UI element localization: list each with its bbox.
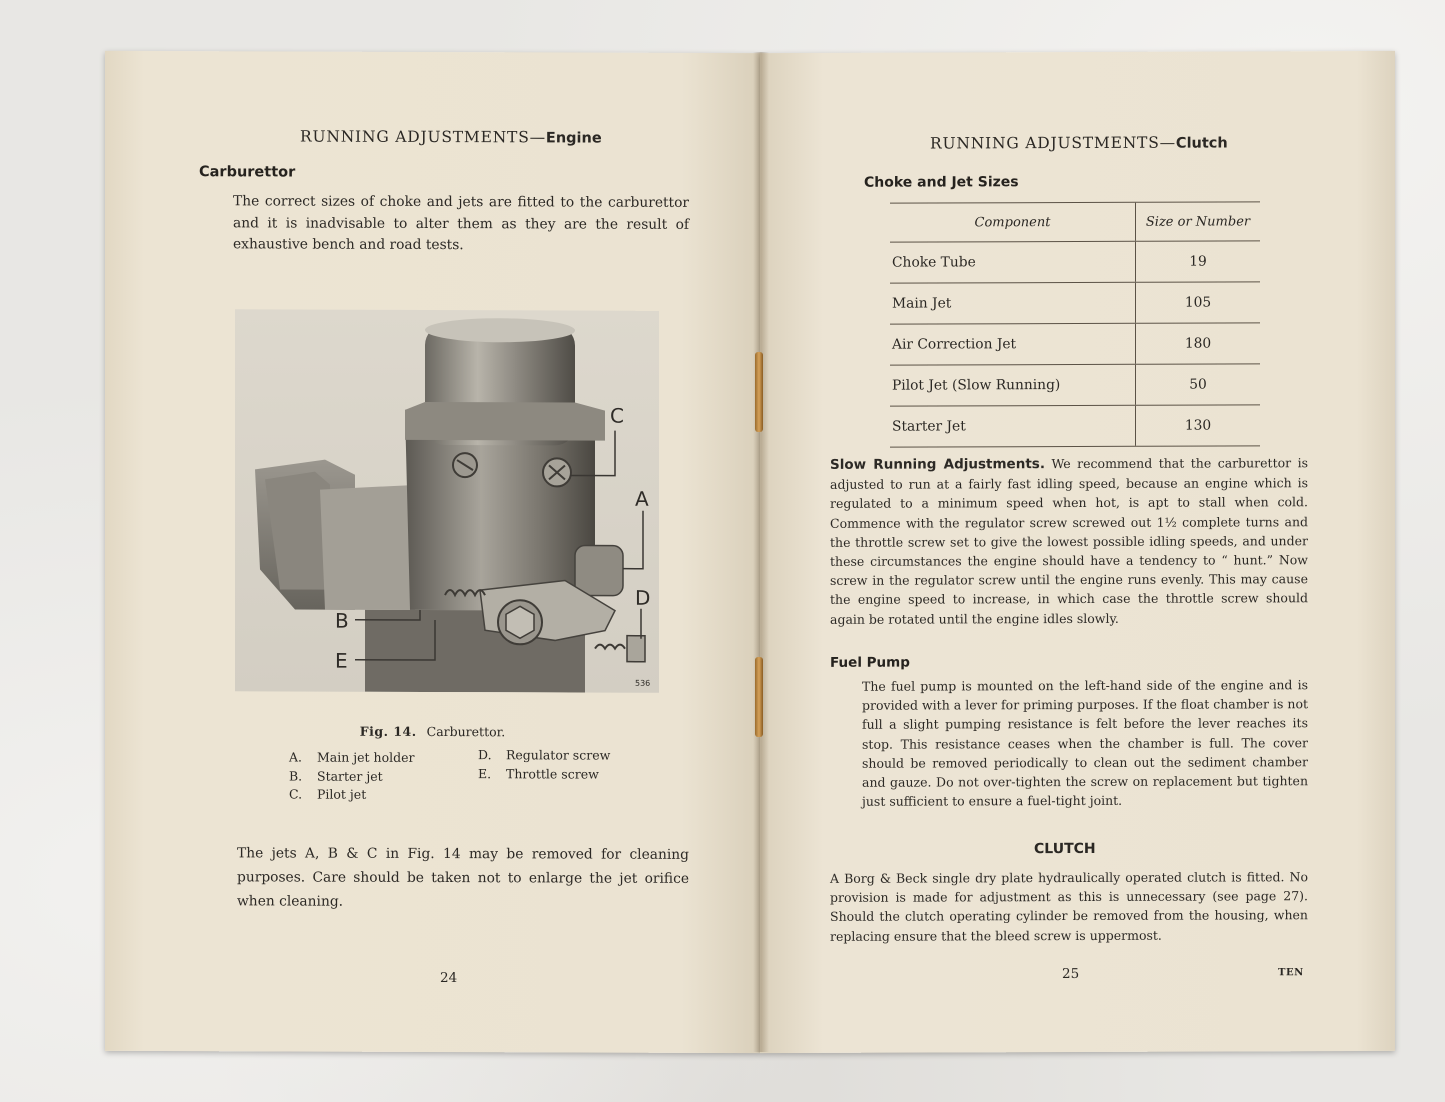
slow-running-text: We recommend that the carburettor is adjusted to run at a fairly fast idling speed, because an engine which is regulated to a minimum speed when hot, is apt to stall when cold. Commence with the regulator screw screwed out 1½ complete turns and the throttle screw set to give the lowest possible idling speeds, and under these circumstances the engine should have a tendency to “ hunt.” Now screw in the regulator screw until the engine runs evenly. This may cause the engine speed to increase, in which case the throttle screw should again be rotated until the engine idles slowly.: [830, 455, 1309, 627]
table-cell-size: 130: [1136, 405, 1261, 446]
legend-item: [289, 767, 415, 786]
legend-item: [289, 748, 415, 767]
page-25: [760, 51, 1395, 1053]
table-header-row: [890, 202, 1260, 242]
table-cell-size: 105: [1136, 282, 1261, 323]
slow-running-paragraph: [830, 453, 1308, 628]
legend-key: D.: [478, 747, 492, 763]
clutch-text: A Borg & Beck single dry plate hydraulically operated clutch is fitted. No provision is made for adjustment as this is unnecessary (see page 27). Should the clutch operating cylinder be removed from the housing, when replacing ensure that the bleed screw is uppermost.: [830, 869, 1308, 944]
table-cell-size: 180: [1136, 323, 1261, 364]
figure-label-d: D: [635, 585, 651, 610]
carburettor-figure: [235, 309, 659, 692]
table-row: [890, 282, 1260, 324]
choke-jet-table: [890, 201, 1260, 447]
figure-plate-number: 536: [635, 678, 651, 688]
legend-text: Regulator screw: [506, 747, 611, 763]
running-head-bold: Engine: [545, 130, 602, 147]
carburettor-intro: The correct sizes of choke and jets are fitted to the carburettor and it is inadvisable to alter them as they are the result of exhaustive bench and road tests.: [233, 193, 689, 254]
table-cell-component: Pilot Jet (Slow Running): [890, 364, 1136, 406]
legend-key: A.: [289, 749, 303, 765]
running-head-right: [930, 133, 1228, 152]
table-row: [890, 405, 1260, 447]
open-booklet: [105, 52, 1395, 1052]
page-24: [105, 51, 760, 1053]
page-number-right: 25: [1062, 965, 1080, 983]
running-head-text: RUNNING ADJUSTMENTS—: [300, 127, 546, 147]
figure-caption: [105, 723, 760, 740]
table-cell-component: Starter Jet: [890, 405, 1136, 447]
legend-text: Pilot jet: [317, 786, 367, 802]
jets-cleaning-note: The jets A, B & C in Fig. 14 may be removed for cleaning purposes. Care should be taken not to enlarge the jet orifice when cleaning.: [237, 845, 689, 910]
fuel-pump-text: The fuel pump is mounted on the left-hand side of the engine and is provided with a lever for priming purposes. If the float chamber is not full a slight pumping resistance is felt before the lever reaches its stop. This resistance ceases when the chamber is full. The cover should be removed periodically to clean out the sediment chamber and gauze. Do not over-tighten the screw on replacement but tighten just sufficient to ensure a fuel-tight joint.: [862, 677, 1308, 809]
section-title-carburettor: Carburettor: [199, 164, 296, 181]
booklet-spine: [753, 52, 769, 1052]
staple-top: [755, 352, 763, 432]
legend-key: E.: [478, 765, 492, 781]
table-row: [890, 241, 1260, 283]
running-head-bold: Clutch: [1175, 135, 1228, 152]
column-header-size: Size or Number: [1136, 202, 1261, 241]
table-title: Choke and Jet Sizes: [864, 174, 1019, 191]
carburettor-illustration: [235, 309, 659, 692]
column-header-component: Component: [890, 202, 1136, 242]
table-row: [890, 364, 1260, 406]
legend-key: B.: [289, 767, 303, 784]
figure-label-e: E: [335, 648, 348, 673]
legend-item: [478, 746, 610, 765]
legend-key: C.: [289, 786, 303, 802]
clutch-title: CLUTCH: [1034, 840, 1096, 858]
running-head-left: [300, 128, 602, 147]
figure-label-b: B: [335, 608, 349, 633]
legend-item: [478, 765, 610, 784]
figure-legend-left: [289, 748, 415, 804]
slow-running-title: Slow Running Adjustments.: [830, 456, 1045, 473]
figure-legend-right: [478, 746, 610, 783]
legend-item: [289, 785, 415, 804]
table-cell-size: 19: [1136, 241, 1261, 282]
page-number-left: 24: [440, 970, 458, 987]
figure-caption-text: Carburettor.: [426, 723, 506, 740]
legend-text: Starter jet: [317, 768, 383, 784]
legend-text: Main jet holder: [317, 749, 415, 765]
table-cell-component: Choke Tube: [890, 241, 1136, 283]
legend-text: Throttle screw: [506, 765, 599, 782]
table-cell-component: Air Correction Jet: [890, 323, 1136, 365]
footer-mark: TEN: [1278, 967, 1304, 979]
staple-bottom: [755, 657, 763, 737]
figure-label-a: A: [635, 486, 649, 511]
fuel-pump-title: Fuel Pump: [830, 654, 910, 671]
figure-label-c: C: [610, 403, 624, 428]
table-cell-component: Main Jet: [890, 282, 1136, 324]
table-cell-size: 50: [1136, 364, 1261, 405]
running-head-text: RUNNING ADJUSTMENTS—: [930, 133, 1176, 153]
figure-caption-number: Fig. 14.: [359, 723, 417, 739]
table-row: [890, 323, 1260, 365]
